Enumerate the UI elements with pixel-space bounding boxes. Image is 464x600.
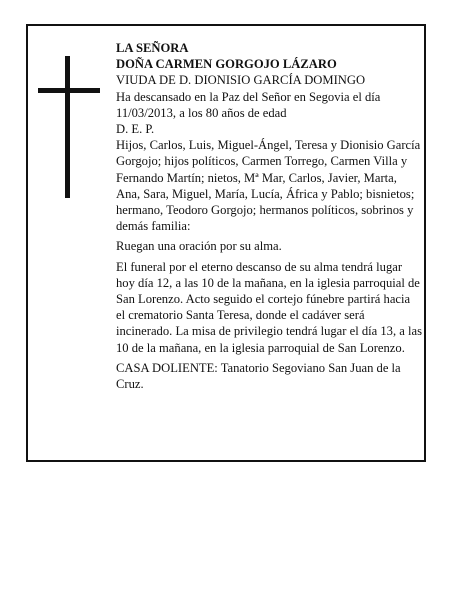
funeral-details: El funeral por el eterno descanso de su alma tendrá lugar hoy día 12, a las 10 de la mañana, en la iglesia parroquial de San Lorenzo. Acto seguido el cortejo fúnebre partirá hacia el crematorio Santa Teresa, donde el cadáver será incinerado. La misa de privilegio tendrá lugar el día 13, a las 10 de la mañana, en la iglesia parroquial de San Lorenzo. [116,259,422,355]
obituary-text [116,40,422,392]
dep-line: D. E. P. [116,122,155,137]
title-line: LA SEÑORA [116,41,189,55]
obituary-notice [26,24,426,462]
prayer-line: Ruegan una oración por su alma. [116,239,282,254]
cross-icon [38,56,100,198]
family-list: Hijos, Carlos, Luis, Miguel-Ángel, Teresa y Dionisio García Gorgojo; hijos políticos, Carmen Torrego, Carmen Villa y Fernando Martín; nietos, Mª Mar, Carlos, Javier, Marta, Ana, Sara, Miguel, María, Lucía, África y Pablo; bisnietos; hermano, Teodoro Gorgojo; hermanos políticos, sobrinos y demás familia: [116,138,421,234]
announcement: Ha descansado en la Paz del Señor en Segovia el día 11/03/2013, a los 80 años de edad [116,89,381,120]
mourning-house: CASA DOLIENTE: Tanatorio Segoviano San Juan de la Cruz. [116,360,401,392]
deceased-name: DOÑA CARMEN GORGOJO LÁZARO [116,57,337,72]
widow-line: VIUDA DE D. DIONISIO GARCÍA DOMINGO [116,73,366,88]
